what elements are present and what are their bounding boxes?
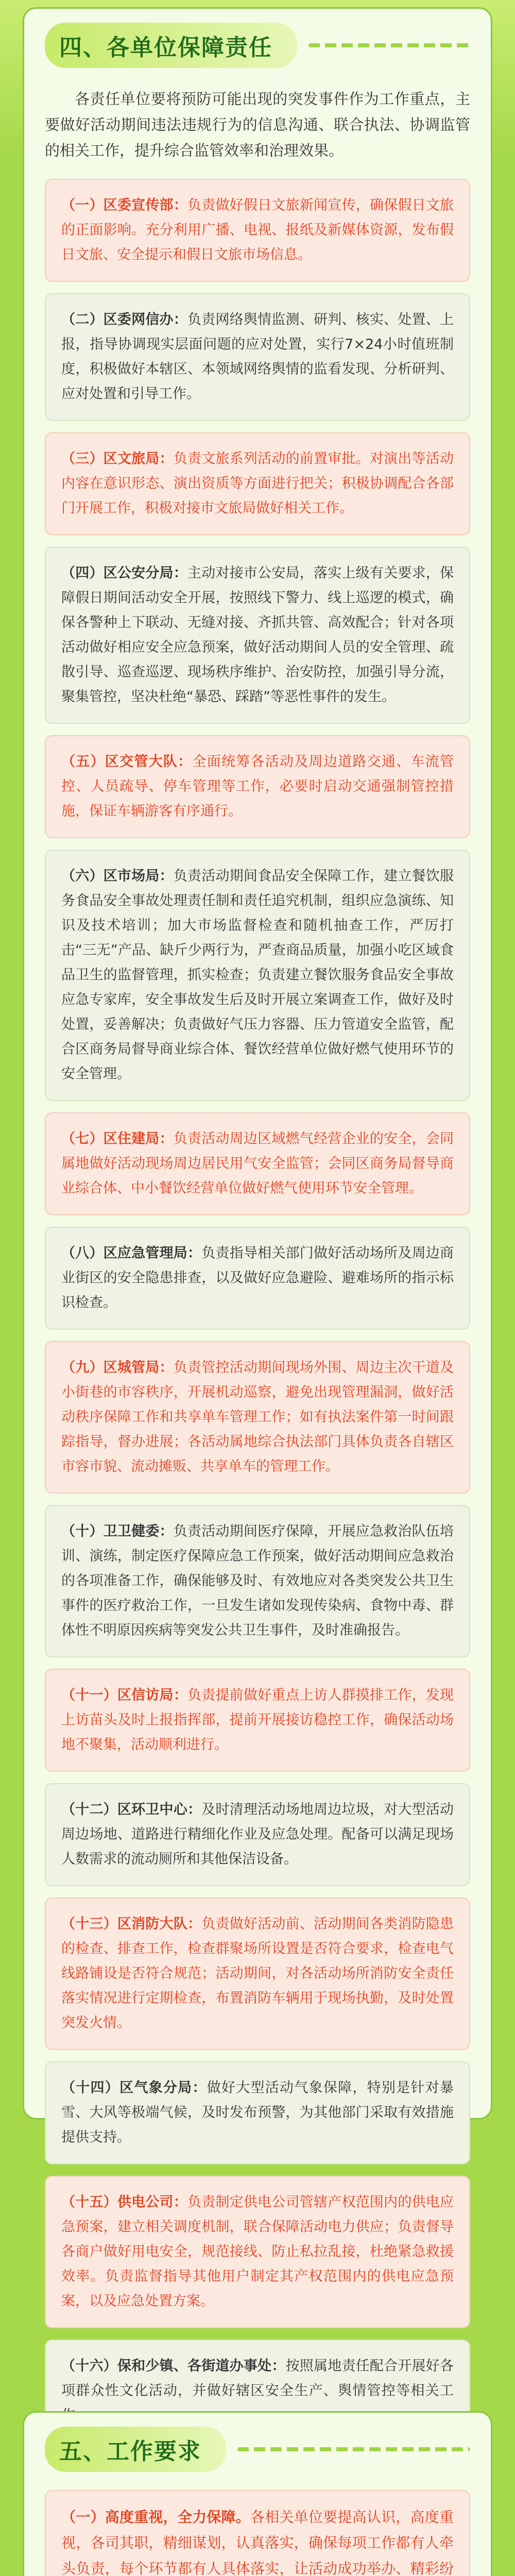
list-item (45, 293, 470, 421)
list-item (45, 1669, 470, 1772)
item-text: 按照属地责任配合开展好各项群众性文化活动，并做好辖区安全生产、舆情管控等相关工 (61, 2358, 454, 2399)
responsibility-list (45, 179, 470, 2443)
list-item (45, 179, 470, 282)
section-card-responsibilities (23, 7, 492, 2399)
list-item (45, 1227, 470, 1330)
item-label: （十五）供电公司： (61, 2194, 187, 2210)
item-text: 负责文旅系列活动的前置审批。对演出等活动内容在意识形态、演出资质等方面进行把关；积极协调配合各部门开展工作，积极对接市文旅局做好相关工作。 (61, 451, 454, 516)
list-item (45, 432, 470, 535)
item-label: （十六）保和少镇、各街道办事处： (61, 2358, 286, 2374)
item-label: （二）区委网信办： (61, 312, 187, 328)
item-text: 负责管控活动期间现场外围、周边主次干道及小街巷的市容秩序，开展机动巡察，避免出现管理漏洞，做好活动秩序保障工作和共享单车管理工作；如有执法案件第一时间跟踪指导，督办进展；各活动属地综合执法部门具体负责各自辖区市容市貌、流动摊贩、共享单车的管理工作。 (61, 1360, 454, 1475)
item-text: 负责网络舆情监测、研判、核实、处置、上报，指导协调现实层面问题的应对处置，实行7×24小时值班制度，积极做好本辖区、本领域网络舆情的监看发现、分析研判、应对处置和引导工作。 (61, 312, 454, 402)
item-label: （五）区交管大队： (61, 754, 193, 770)
list-item (45, 850, 470, 1101)
item-label: （十二）区环卫中心： (61, 1802, 202, 1818)
item-label: （一）区委宣传部： (61, 197, 187, 213)
list-item (45, 2176, 470, 2328)
header-decoration (308, 43, 470, 47)
item-label: （一）高度重视，全力保障。 (61, 2509, 250, 2526)
list-item (45, 1341, 470, 1494)
item-label: （三）区文旅局： (61, 451, 174, 467)
item-label: （十三）区消防大队： (61, 1916, 202, 1932)
list-item (45, 735, 470, 838)
item-text: 负责做好假日文旅新闻宣传，确保假日文旅的正面影响。充分利用广播、电视、报纸及新媒体资源，发布假日文旅、安全提示和假日文旅市场信息。 (61, 197, 454, 263)
item-label: （十一）区信访局： (61, 1687, 187, 1703)
item-text: 负责活动期间食品安全保障工作，建立餐饮服务食品安全事故处理责任制和责任追究机制，组织应急演练、知识及技术培训；加大市场监督检查和随机抽查工作，严厉打击“三无”产品、缺斤少两行为，严查商品质量，加强小吃区域食品卫生的监督管理，抓实检查；负责建立餐饮服务食品安全事故应急专家库，安全事故发生后及时开展立案调查工作，做好及时处置，妥善解决；负责做好气压力容器、压力管道安全监管，配合区商务局督导商业综合体、餐饮经营单位做好燃气使用环节的安全管理。 (61, 868, 454, 1082)
list-item (45, 1505, 470, 1657)
item-label: （四）区公安分局： (61, 565, 187, 581)
item-text: 各相关单位要提高认识，高度重视，各司其职，精细谋划，认真落实，确保每项工作都有人牵头负责，每个环节都有人具体落实，让活动成功举办、精彩纷 (61, 2509, 454, 2576)
item-text: 及时清理活动场地周边垃圾，对大型活动周边场地、道路进行精细化作业及应急处理。配备可以满足现场人数需求的流动厕所和其他保洁设备。 (61, 1802, 454, 1867)
list-item (45, 547, 470, 724)
item-text: 做好大型活动气象保障，特别是针对暴雪、大风等极端气候，及时发布预警，为其他部门采取有效措施提供支持。 (61, 2080, 454, 2145)
item-text: 负责提前做好重点上访人群摸排工作，发现上访苗头及时上报指挥部，提前开展接访稳控工作，确保活动场地不聚集，活动顺利进行。 (61, 1687, 454, 1753)
item-text: 主动对接市公安局，落实上级有关要求，保障假日期间活动安全开展，按照线下警力、线上巡逻的模式，确保各警种上下联动、无缝对接、齐抓共管、高效配合；针对各项活动做好相应安全应急预案，做好活动期间人员的安全管理、疏散引导、巡查巡逻、现场秩序维护、治安防控，加强引导分流，聚集管控，坚决杜绝“暴恐、踩踏”等恶性事件的发生。 (61, 565, 454, 705)
item-text: 全面统筹各活动及周边道路交通、车流管控、人员疏导、停车管理等工作，必要时启动交通强制管控措施，保证车辆游客有序通行。 (61, 754, 454, 819)
item-label: （八）区应急管理局： (61, 1245, 202, 1261)
item-label: （十四）区气象分局： (61, 2080, 207, 2096)
list-item (45, 2490, 470, 2576)
requirement-list (45, 2490, 470, 2576)
item-text: 负责做好活动前、活动期间各类消防隐患的检查、排查工作，检查群聚场所设置是否符合要求，检查电气线路铺设是否符合规范；活动期间，对各活动场所消防安全责任落实情况进行定期检查，布置消防车辆用于现场执勤，及时处置突发火情。 (61, 1916, 454, 2031)
header-decoration (237, 2447, 470, 2451)
item-label: （十）卫卫健委： (61, 1523, 174, 1539)
item-label: （六）区市场局： (61, 868, 174, 884)
item-text: 负责活动周边区域燃气经营企业的安全，会同属地做好活动现场周边居民用气安全监管；会同区商务局督导商业综合体、中小餐饮经营单位做好燃气使用环节安全管理。 (61, 1131, 454, 1196)
item-text: 负责指导相关部门做好活动场所及周边商业街区的安全隐患排查，以及做好应急避险、避难场所的指示标识检查。 (61, 1245, 454, 1311)
section-title: 四、各单位保障责任 (45, 23, 297, 68)
section-header (24, 2427, 491, 2471)
list-item (45, 1783, 470, 1886)
section-card-requirements (23, 2411, 492, 2576)
list-item (45, 1112, 470, 1215)
item-label: （七）区住建局： (61, 1131, 174, 1147)
section-header (24, 23, 491, 67)
item-label: （九）区城管局： (61, 1360, 174, 1376)
item-text: 负责活动期间医疗保障，开展应急救治队伍培训、演练，制定医疗保障应急工作预案，做好活动期间应急救治的各项准备工作，确保能够及时、有效地应对各类突发公共卫生事件的医疗救治工作，一旦发生诸如发现传染病、食物中毒、群体性不明原因疾病等突发公共卫生事件，及时准确报告。 (61, 1523, 454, 1638)
list-item (45, 2061, 470, 2164)
list-item (45, 1897, 470, 2050)
section-title: 五、工作要求 (45, 2427, 226, 2472)
item-text: 负责制定供电公司管辖产权范围内的供电应急预案，建立相关调度机制，联合保障活动电力供应；负责督导各商户做好用电安全，规范接线、防止私拉乱接，杜绝紧急救援效率。负责监督指导其他用户制定其产权范围内的供电应急预案，以及应急处置方案。 (61, 2194, 454, 2309)
section-intro: 各责任单位要将预防可能出现的突发事件作为工作重点，主要做好活动期间违法违规行为的信息沟通、联合执法、协调监管的相关工作，提升综合监管效率和治理效果。 (45, 90, 470, 159)
